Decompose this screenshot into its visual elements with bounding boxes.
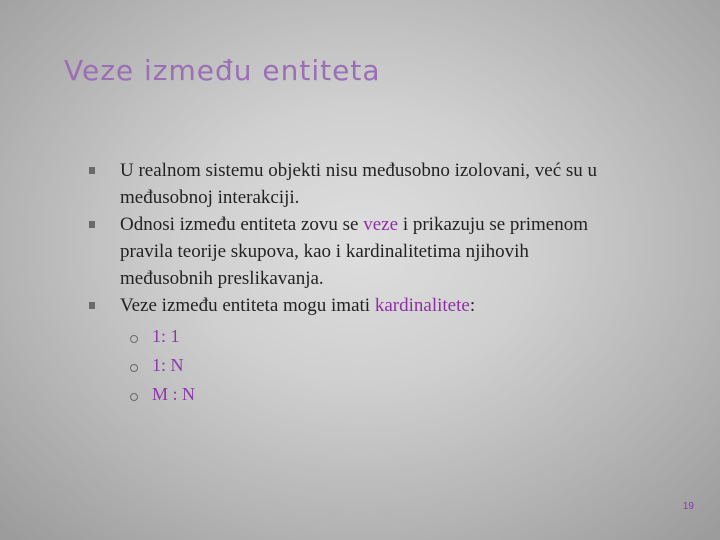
bullet-item-isolation [120,157,600,211]
bullet-text: U realnom sistemu objekti nisu međusobno izolovani, već su u međusobnoj interakciji. [120,160,598,208]
bullet-text-before: Veze između entiteta mogu imati [120,295,375,316]
page-number: 19 [682,501,694,512]
cardinality-item-many-to-many [152,380,600,409]
cardinality-label: 1: N [152,355,184,375]
bullet-text-after: i prikazuju se primenom pravila teorije skupova, kao i kardinalitetima njihovih međusobnih preslikavanja. [120,214,589,289]
square-bullet-icon [89,302,95,309]
highlighted-term-kardinalitete: kardinalitete [374,295,470,316]
bullet-item-relationships [120,211,600,292]
circle-bullet-icon [130,393,138,401]
cardinality-list [120,319,600,409]
square-bullet-icon [89,221,95,228]
cardinality-label: 1: 1 [152,326,180,346]
bullet-text-before: Odnosi između entiteta zovu se [120,214,364,235]
cardinality-item-one-to-many [152,351,600,380]
bullet-item-cardinality [120,292,600,409]
square-bullet-icon [89,167,95,174]
cardinality-item-one-to-one [152,322,600,351]
highlighted-term-veze: veze [363,214,399,235]
circle-bullet-icon [130,364,138,372]
cardinality-label: M : N [152,384,196,404]
circle-bullet-icon [130,335,138,343]
slide-title: Veze između entiteta [64,54,381,87]
bullet-text-after: : [469,295,476,316]
bullet-list [120,157,600,409]
